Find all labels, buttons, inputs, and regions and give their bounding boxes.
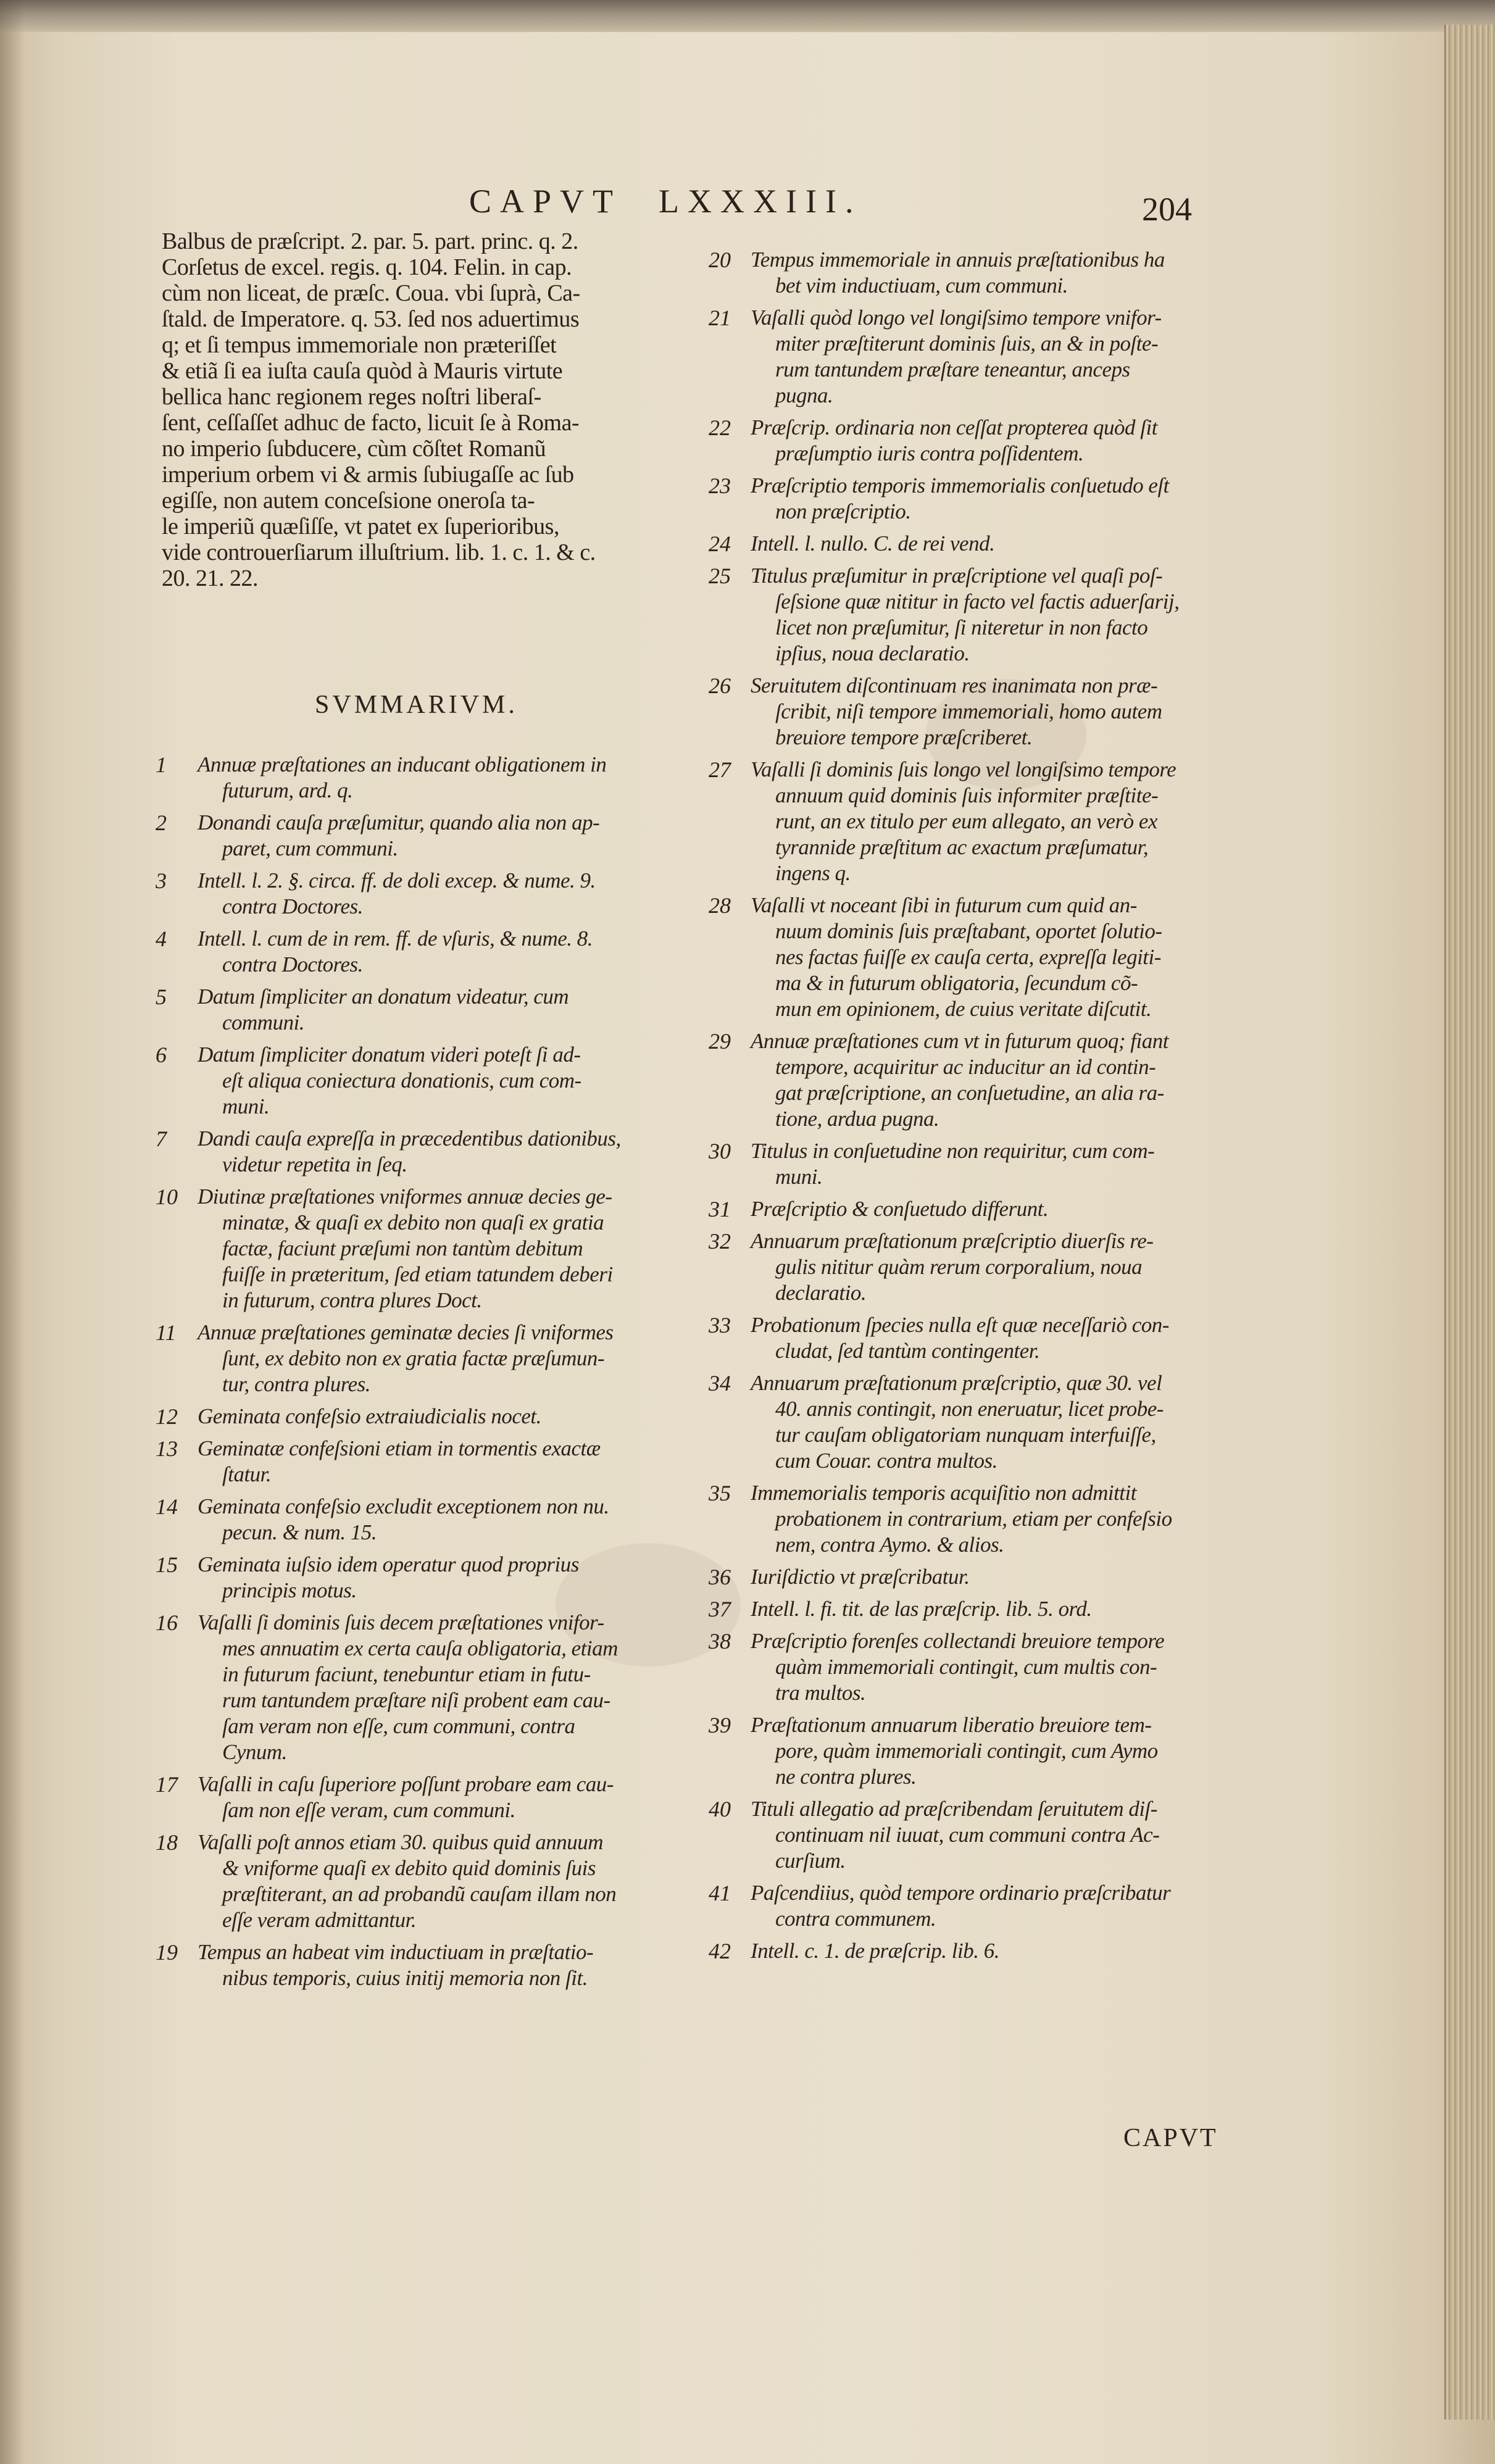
body-line: Corſetus de excel. regis. q. 104. Felin. in cap. xyxy=(162,254,572,280)
entry-number: 39 xyxy=(709,1713,731,1738)
entry-line: rum tantundem præſtare teneantur, anceps xyxy=(775,357,1130,381)
entry-line: continuam nil iuuat, cum communi contra Ac- xyxy=(775,1823,1160,1847)
body-line: ſent, ceſſaſſet adhuc de facto, licuit ſe à Roma- xyxy=(162,410,580,436)
entry-number: 1 xyxy=(156,752,167,777)
summary-entry xyxy=(156,1939,699,1991)
summary-entry xyxy=(156,984,699,1036)
entry-number: 12 xyxy=(156,1404,178,1429)
summary-entry xyxy=(709,473,1264,525)
entry-number: 2 xyxy=(156,810,167,835)
entry-number: 5 xyxy=(156,984,167,1009)
entry-line: Intell. l. 2. §. circa. ff. de doli excep. & nume. 9. xyxy=(198,868,596,893)
body-line: imperium orbem vi & armis ſubiugaſſe ac ſub xyxy=(162,462,574,488)
entry-line: Intell. l. nullo. C. de rei vend. xyxy=(751,531,995,556)
summary-entry xyxy=(156,1771,699,1823)
entry-line: pore, quàm immemoriali contingit, cum Aymo xyxy=(775,1739,1158,1763)
summary-entry xyxy=(709,1880,1264,1932)
entry-line: Titulus præſumitur in præſcriptione vel quaſi poſ- xyxy=(751,564,1163,588)
summary-entry xyxy=(709,1370,1264,1474)
body-line: vide controuerſiarum illuſtrium. lib. 1. c. 1. & c. xyxy=(162,539,596,565)
entry-number: 19 xyxy=(156,1940,178,1965)
summary-entry xyxy=(709,757,1264,886)
entry-line: Geminata confeſsio excludit exceptionem non nu. xyxy=(198,1494,609,1518)
entry-line: Vaſalli vt noceant ſibi in futurum cum quid an- xyxy=(751,893,1137,917)
entry-line: non præſcriptio. xyxy=(775,499,911,523)
entry-line: Cynum. xyxy=(222,1740,287,1764)
entry-number: 4 xyxy=(156,926,167,951)
entry-number: 22 xyxy=(709,415,731,440)
summary-entry xyxy=(709,415,1264,467)
entry-line: principis motus. xyxy=(222,1578,357,1602)
summary-entry xyxy=(709,305,1264,409)
entry-number: 35 xyxy=(709,1481,731,1505)
entry-line: cum Couar. contra multos. xyxy=(775,1449,997,1473)
summary-entry xyxy=(709,1196,1264,1222)
summary-entry xyxy=(709,1938,1264,1964)
entry-number: 38 xyxy=(709,1629,731,1654)
summary-entry xyxy=(709,1028,1264,1132)
body-line: & etiã ſi ea iuſta cauſa quòd à Mauris virtute xyxy=(162,358,563,384)
entry-number: 34 xyxy=(709,1371,731,1396)
entry-line: quàm immemoriali contingit, cum multis con- xyxy=(775,1655,1157,1679)
summary-entry xyxy=(156,1042,699,1120)
summary-entry xyxy=(709,673,1264,751)
entry-line: Vaſalli quòd longo vel longiſsimo tempore vnifor- xyxy=(751,306,1162,330)
summary-entry xyxy=(156,810,699,862)
entry-line: præſtiterant, an ad probandũ cauſam illam non xyxy=(222,1882,617,1906)
entry-number: 32 xyxy=(709,1229,731,1254)
entry-number: 10 xyxy=(156,1184,178,1209)
summary-entry xyxy=(709,1138,1264,1190)
entry-line: Vaſalli poſt annos etiam 30. quibus quid annuum xyxy=(198,1830,604,1854)
entry-line: & vniforme quaſi ex debito quid dominis ſuis xyxy=(222,1856,596,1880)
entry-line: Tituli allegatio ad præſcribendam ſeruitutem diſ- xyxy=(751,1797,1157,1821)
summary-entry xyxy=(156,1552,699,1604)
body-line: Balbus de præſcript. 2. par. 5. part. princ. q. 2. xyxy=(162,228,578,254)
entry-number: 23 xyxy=(709,473,731,498)
entry-line: probationem in contrarium, etiam per confeſsio xyxy=(775,1507,1172,1531)
entry-line: eſt aliqua coniectura donationis, cum com- xyxy=(222,1068,581,1093)
entry-line: in futurum, contra plures Doct. xyxy=(222,1288,482,1312)
entry-line: contra Doctores. xyxy=(222,952,363,976)
entry-line: Præſcrip. ordinaria non ceſſat propterea quòd ſit xyxy=(751,415,1157,439)
entry-line: Annuæ præſtationes geminatæ decies ſi vniformes xyxy=(198,1320,614,1344)
page-edges xyxy=(1444,25,1495,2420)
entry-line: Tempus immemoriale in annuis præſtationibus ha xyxy=(751,248,1165,272)
entry-line: Datum ſimpliciter donatum videri poteſt ſi ad- xyxy=(198,1043,581,1067)
entry-number: 14 xyxy=(156,1494,178,1519)
entry-line: ne contra plures. xyxy=(775,1765,917,1789)
entry-line: runt, an ex titulo per eum allegato, an verò ex xyxy=(775,809,1157,833)
entry-line: mun em opinionem, de cuius veritate diſcutit. xyxy=(775,997,1152,1021)
entry-line: Præſcriptio & conſuetudo differunt. xyxy=(751,1197,1049,1221)
entry-number: 13 xyxy=(156,1436,178,1461)
summary-entry xyxy=(709,1564,1264,1590)
entry-line: Præſcriptio forenſes collectandi breuiore tempore xyxy=(751,1629,1165,1653)
body-line: q; et ſi tempus immemoriale non præteriſſet xyxy=(162,332,557,358)
page-number: 204 xyxy=(1142,191,1192,228)
entry-line: Annuarum præſtationum præſcriptio diuerſis re- xyxy=(751,1229,1154,1253)
entry-line: Vaſalli in caſu ſuperiore poſſunt probare eam cau- xyxy=(198,1772,614,1796)
entry-line: annuum quid dominis ſuis informiter præſtite- xyxy=(775,783,1159,807)
entry-number: 37 xyxy=(709,1597,731,1621)
entry-number: 41 xyxy=(709,1881,731,1905)
entry-line: ſtatur. xyxy=(222,1462,272,1486)
summary-entry xyxy=(156,1829,699,1933)
entry-number: 20 xyxy=(709,248,731,272)
body-line: 20. 21. 22. xyxy=(162,565,258,591)
entry-number: 36 xyxy=(709,1565,731,1589)
summary-entry xyxy=(156,1436,699,1488)
entry-line: ſeſsione quæ nititur in facto vel factis aduerſarij, xyxy=(775,589,1180,614)
entry-line: nuum dominis ſuis præſtabant, oportet ſolutio- xyxy=(775,919,1162,943)
entry-line: contra communem. xyxy=(775,1907,936,1931)
entry-line: nibus temporis, cuius initij memoria non ſit. xyxy=(222,1966,588,1990)
entry-line: Probationum ſpecies nulla eſt quæ neceſſariò con- xyxy=(751,1313,1169,1337)
summary-entry xyxy=(709,563,1264,667)
body-paragraph xyxy=(162,228,680,591)
entry-line: licet non præſumitur, ſi niteretur in non facto xyxy=(775,615,1148,639)
entry-line: Vaſalli ſi dominis ſuis decem præſtationes vnifor- xyxy=(198,1610,604,1634)
entry-number: 24 xyxy=(709,531,731,556)
entry-line: curſium. xyxy=(775,1849,846,1873)
entry-line: bet vim inductiuam, cum communi. xyxy=(775,273,1068,298)
summary-list-right xyxy=(709,247,1264,1970)
running-head-word: LXXXIII. xyxy=(659,183,862,220)
entry-line: communi. xyxy=(222,1010,305,1034)
running-head xyxy=(469,182,899,220)
summarium-heading: SVMMARIVM. xyxy=(315,691,518,719)
entry-number: 17 xyxy=(156,1772,178,1797)
entry-line: 40. annis contingit, non eneruatur, licet probe- xyxy=(775,1397,1164,1421)
entry-line: contra Doctores. xyxy=(222,894,363,918)
entry-line: Seruitutem diſcontinuam res inanimata non præ- xyxy=(751,673,1158,697)
entry-line: Datum ſimpliciter an donatum videatur, cum xyxy=(198,984,569,1009)
top-edge-shadow xyxy=(0,0,1495,32)
entry-line: Annuarum præſtationum præſcriptio, quæ 30. vel xyxy=(751,1371,1162,1395)
entry-line: Diutinæ præſtationes vniformes annuæ decies ge- xyxy=(198,1184,612,1209)
summary-entry xyxy=(156,1404,699,1430)
entry-line: paret, cum communi. xyxy=(222,836,398,860)
entry-line: tra multos. xyxy=(775,1681,866,1705)
entry-line: Dandi cauſa expreſſa in præcedentibus dationibus, xyxy=(198,1126,621,1151)
entry-line: muni. xyxy=(775,1165,823,1189)
entry-line: tione, ardua pugna. xyxy=(775,1107,939,1131)
entry-line: pecun. & num. 15. xyxy=(222,1520,377,1544)
body-line: le imperiũ quæſiſſe, vt patet ex ſuperioribus, xyxy=(162,514,559,539)
summary-entry xyxy=(709,1312,1264,1364)
running-head-word: CAPVT xyxy=(469,183,622,220)
summary-entry xyxy=(709,1480,1264,1558)
entry-number: 11 xyxy=(156,1320,177,1345)
entry-line: ſam veram non eſſe, cum communi, contra xyxy=(222,1714,575,1738)
body-line: ſtald. de Imperatore. q. 53. ſed nos aduertimus xyxy=(162,306,580,332)
summary-entry xyxy=(156,926,699,978)
summary-entry xyxy=(156,1610,699,1765)
entry-line: Annuæ præſtationes cum vt in futurum quoq; fiant xyxy=(751,1029,1168,1053)
summary-entry xyxy=(709,1796,1264,1874)
summary-entry xyxy=(156,1494,699,1546)
entry-line: ſcribit, niſi tempore immemoriali, homo autem xyxy=(775,699,1162,723)
summary-entry xyxy=(709,531,1264,557)
entry-line: mes annuatim ex certa cauſa obligatoria, etiam xyxy=(222,1636,618,1660)
body-line: cùm non liceat, de præſc. Coua. vbi ſuprà, Ca- xyxy=(162,280,580,306)
entry-line: ipſius, noua declaratio. xyxy=(775,641,970,665)
entry-line: Donandi cauſa præſumitur, quando alia non ap- xyxy=(198,810,600,835)
entry-line: breuiore tempore præſcriberet. xyxy=(775,725,1033,749)
entry-line: miter præſtiterunt dominis ſuis, an & in poſte- xyxy=(775,331,1159,356)
entry-line: Vaſalli ſi dominis ſuis longo vel longiſsimo tempore xyxy=(751,757,1176,781)
entry-line: eſſe veram admittantur. xyxy=(222,1908,417,1932)
entry-line: gat præſcriptione, an conſuetudine, an alia ra- xyxy=(775,1081,1164,1105)
entry-number: 21 xyxy=(709,306,731,330)
body-line: no imperio ſubducere, cùm cõſtet Romanũ xyxy=(162,436,546,462)
entry-line: Præſtationum annuarum liberatio breuiore tem- xyxy=(751,1713,1152,1737)
entry-line: declaratio. xyxy=(775,1281,867,1305)
entry-line: Intell. c. 1. de præſcrip. lib. 6. xyxy=(751,1939,999,1963)
entry-number: 27 xyxy=(709,757,731,782)
entry-number: 15 xyxy=(156,1552,178,1577)
entry-line: tyrannide præſtitum ac exactum præſumatur, xyxy=(775,835,1149,859)
entry-line: pugna. xyxy=(775,383,833,407)
catchword: CAPVT xyxy=(1123,2124,1218,2152)
entry-line: rum tantundem præſtare niſi probent eam cau- xyxy=(222,1688,610,1712)
entry-line: tur cauſam obligatoriam nunquam interfuiſſe, xyxy=(775,1423,1156,1447)
entry-line: ma & in futurum obligatoria, ſecundum cõ- xyxy=(775,971,1138,995)
gutter-shadow xyxy=(0,0,25,2464)
entry-line: Geminata confeſsio extraiudicialis nocet. xyxy=(198,1404,541,1428)
entry-line: factæ, faciunt præſumi non tantùm debitum xyxy=(222,1236,583,1260)
entry-line: Intell. l. fi. tit. de las præſcrip. lib. 5. ord. xyxy=(751,1597,1092,1621)
entry-number: 29 xyxy=(709,1029,731,1054)
entry-line: Geminata iuſsio idem operatur quod proprius xyxy=(198,1552,579,1576)
summary-entry xyxy=(709,1228,1264,1306)
entry-number: 18 xyxy=(156,1830,178,1855)
summary-entry xyxy=(709,1628,1264,1706)
entry-number: 26 xyxy=(709,673,731,698)
entry-line: Annuæ præſtationes an inducant obligationem in xyxy=(198,752,607,776)
entry-number: 16 xyxy=(156,1610,178,1635)
entry-line: Immemorialis temporis acquiſitio non admittit xyxy=(751,1481,1136,1505)
entry-line: Geminatæ confeſsioni etiam in tormentis exactæ xyxy=(198,1436,601,1460)
body-line: egiſſe, non autem conceſsione oneroſa ta- xyxy=(162,488,535,514)
entry-line: Præſcriptio temporis immemorialis conſuetudo eſt xyxy=(751,473,1169,497)
summary-entry xyxy=(156,1126,699,1178)
entry-number: 7 xyxy=(156,1126,167,1151)
entry-line: Paſcendiius, quòd tempore ordinario præſcribatur xyxy=(751,1881,1171,1905)
entry-number: 6 xyxy=(156,1043,167,1067)
entry-line: nem, contra Aymo. & alios. xyxy=(775,1533,1004,1557)
summary-entry xyxy=(156,1320,699,1397)
entry-line: in futurum faciunt, tenebuntur etiam in futu- xyxy=(222,1662,591,1686)
summary-list-left xyxy=(156,752,699,1997)
entry-number: 30 xyxy=(709,1139,731,1163)
entry-line: Iuriſdictio vt præſcribatur. xyxy=(751,1565,970,1589)
entry-line: tur, contra plures. xyxy=(222,1372,371,1396)
entry-line: nes factas fuiſſe ex cauſa certa, expreſſa legiti- xyxy=(775,945,1161,969)
summary-entry xyxy=(709,893,1264,1022)
entry-line: Intell. l. cum de in rem. ff. de vſuris, & nume. 8. xyxy=(198,926,593,951)
entry-number: 42 xyxy=(709,1939,731,1963)
entry-line: gulis nititur quàm rerum corporalium, noua xyxy=(775,1255,1143,1279)
entry-line: fuiſſe in præteritum, ſed etiam tatundem deberi xyxy=(222,1262,613,1286)
entry-number: 28 xyxy=(709,893,731,918)
entry-line: ingens q. xyxy=(775,861,851,885)
entry-number: 3 xyxy=(156,868,167,893)
entry-number: 33 xyxy=(709,1313,731,1338)
entry-line: muni. xyxy=(222,1094,270,1118)
body-line: bellica hanc regionem reges noſtri liberaſ- xyxy=(162,384,541,410)
summary-entry xyxy=(709,1596,1264,1622)
summary-entry xyxy=(156,1184,699,1313)
entry-line: minatæ, & quaſi ex debito non quaſi ex gratia xyxy=(222,1210,604,1234)
entry-number: 40 xyxy=(709,1797,731,1821)
entry-line: ſunt, ex debito non ex gratia factæ præſumun- xyxy=(222,1346,605,1370)
entry-line: ſam non eſſe veram, cum communi. xyxy=(222,1798,515,1822)
entry-line: tempore, acquiritur ac inducitur an id contin- xyxy=(775,1055,1156,1079)
entry-line: Titulus in conſuetudine non requiritur, cum com- xyxy=(751,1139,1155,1163)
entry-number: 31 xyxy=(709,1197,731,1222)
entry-line: futurum, ard. q. xyxy=(222,778,353,802)
summary-entry xyxy=(156,752,699,804)
summary-entry xyxy=(709,1712,1264,1790)
summary-entry xyxy=(156,868,699,920)
entry-line: videtur repetita in ſeq. xyxy=(222,1152,407,1176)
entry-line: præſumptio iuris contra poſſidentem. xyxy=(775,441,1084,465)
summary-entry xyxy=(709,247,1264,299)
entry-line: cludat, ſed tantùm contingenter. xyxy=(775,1339,1040,1363)
entry-line: Tempus an habeat vim inductiuam in præſtatio- xyxy=(198,1940,594,1964)
entry-number: 25 xyxy=(709,564,731,588)
